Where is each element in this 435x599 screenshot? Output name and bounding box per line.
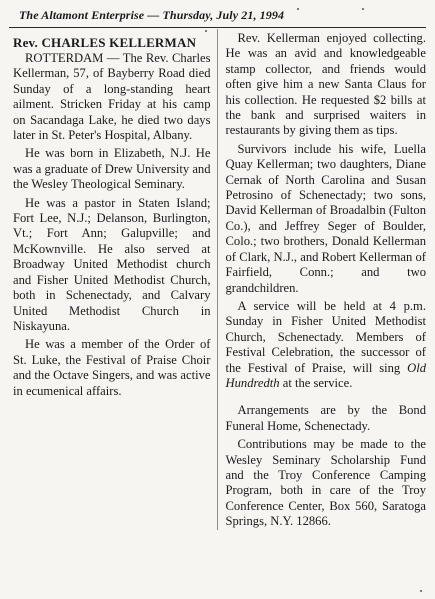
right-column (218, 29, 427, 530)
service-text-before: A service will be held at 4 p.m. Sunday in Fisher United Methodist Church, Schenectady. Members of Festival Celebration, the successor of the Festival of Praise, will sing (225, 298, 426, 375)
print-speck (205, 30, 207, 32)
masthead: The Altamont Enterprise — Thursday, July 21, 1994 (19, 8, 285, 22)
paragraph-memberships: He was a member of the Order of St. Luke, the Festival of Praise Choir and the Octave Singers, and was active in ecumenical affairs. (13, 337, 211, 398)
paragraph-education: He was born in Elizabeth, N.J. He was a graduate of Drew University and the Wesley Theological Seminary. (13, 146, 211, 192)
print-speck (362, 8, 364, 10)
paragraph-collecting: Rev. Kellerman enjoyed collecting. He was an avid and knowledgeable stamp collector, and friends would often give him a new Santa Claus for his collection. He requested $2 bills at the bank and surprised waiters in restaurants by giving them as tips. (225, 31, 426, 138)
print-speck (420, 590, 422, 592)
left-column (9, 29, 218, 530)
paragraph-pastorates: He was a pastor in Staten Island; Fort Lee, N.J.; Delanson, Burlington, Vt.; Fort Ann; Galupville; and McKownville. He also served at Broadway United Methodist church and Fisher United Methodist Church, both in Schenectady, and Calvary United Methodist Church in Niskayuna. (13, 195, 211, 333)
paragraph-arrangements: Arrangements are by the Bond Funeral Home, Schenectady. (225, 403, 426, 433)
paragraph-survivors: Survivors include his wife, Luella Quay Kellerman; two daughters, Diane Cernak of North Carolina and Susan Petrosino of Schenectady; two sons, David Kellerman of Broadalbin (Fulton Co.), and Jeffrey Seger of Boulder, Colo.; two brothers, Donald Kellerman of Clark, N.J., and Robert Kellerman of Fairfield, Conn.; and two grandchildren. (225, 141, 426, 295)
article-columns (9, 29, 426, 530)
obituary-headline: Rev. CHARLES KELLERMAN (13, 35, 197, 50)
service-text-after: at the service. (279, 375, 353, 390)
print-speck (297, 8, 299, 10)
hymn-title: Old Hundredth (225, 360, 426, 390)
paragraph-service (226, 299, 427, 391)
masthead-rule (9, 27, 426, 28)
paragraph-intro: ROTTERDAM — The Rev. Charles Kellerman, 57, of Bayberry Road died Sunday of a long-standing heart ailment. Stricken Friday at his camp on Sacandaga Lake, he died two days later in St. Peter's Hospital, Albany. (13, 51, 211, 143)
paragraph-contributions: Contributions may be made to the Wesley Seminary Scholarship Fund and the Troy Conference Camping Program, both in care of the Troy Conference Center, Box 560, Saratoga Springs, N.Y. 12866. (225, 437, 426, 529)
